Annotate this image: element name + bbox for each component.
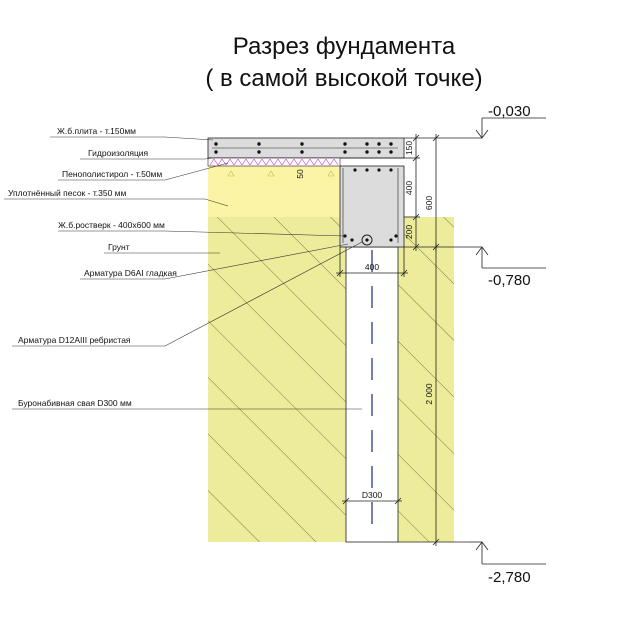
label-waterproofing: Гидроизоляция [88,148,149,158]
label-rebar-d12: Арматура D12AIII ребристая [18,335,131,345]
dim-lower: 200 [404,224,414,240]
dim-pile-length: 2 000 [424,383,434,405]
dim-width: 400 [364,262,380,272]
soil-region [208,217,454,542]
level-bottom: -2,780 [488,569,531,586]
insulation-layer [208,158,340,166]
label-grillage: Ж.б.ростверк - 400х600 мм [58,220,165,230]
concrete-grillage [340,166,404,247]
dim-insulation: 50 [295,169,305,179]
compacted-sand-layer [208,166,340,217]
label-slab: Ж.б.плита - т.150мм [57,126,137,136]
level-marks [440,118,546,564]
dim-total: 600 [424,195,434,211]
level-top: -0,030 [488,103,531,120]
label-soil: Грунт [108,242,130,252]
label-pile: Буронабивная свая D300 мм [18,398,132,408]
level-middle: -0,780 [488,272,531,289]
pile-rebar-center [365,238,368,241]
label-insulation: Пенополистирол - т.50мм [62,169,163,179]
annotation-labels [8,126,177,408]
dim-slab: 150 [404,140,414,156]
dim-upper: 400 [404,180,414,196]
drawing-title-line2: ( в самой высокой точке) [205,65,483,92]
label-sand: Уплотнённый песок - т.350 мм [8,188,127,198]
drawing-title-line1: Разрез фундамента [232,33,456,60]
label-rebar-d6: Арматура D6AI гладкая [84,268,177,278]
dim-pile-diameter: D300 [361,490,383,500]
